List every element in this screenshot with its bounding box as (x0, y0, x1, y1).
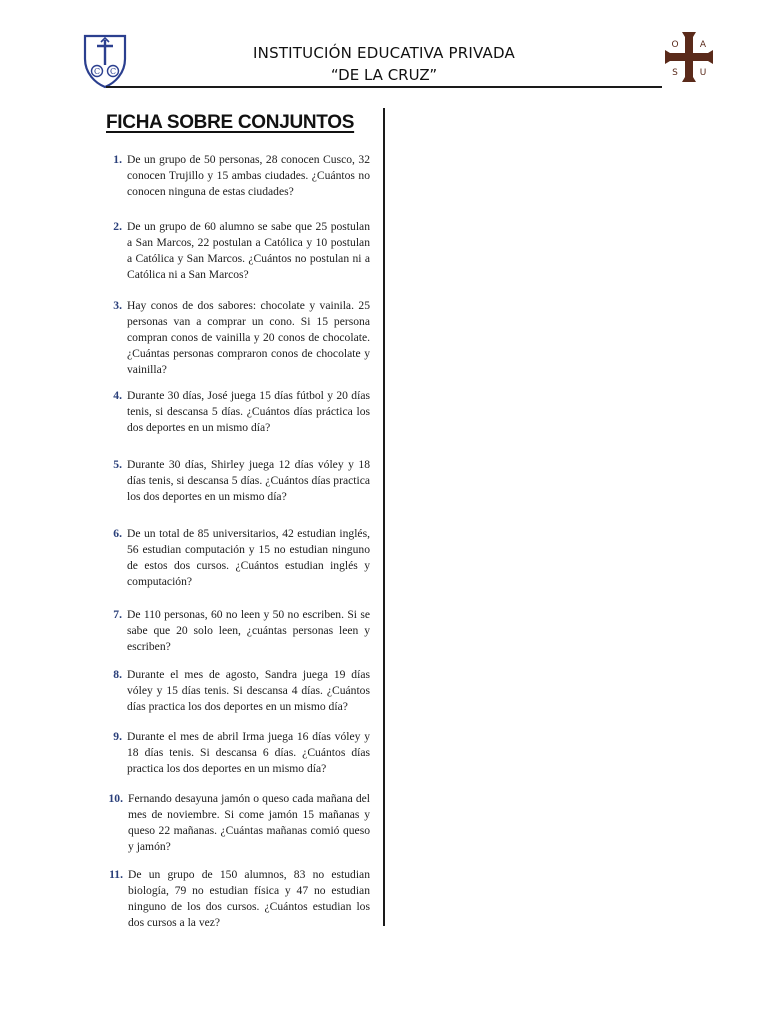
column-divider (383, 108, 385, 926)
problem-text: Fernando desayuna jamón o queso cada mañana del mes de noviembre. Si come jamón 15 mañanas y queso 22 mañanas. ¿Cuántas mañanas comió queso y jamón? (128, 792, 370, 853)
problem-number: 11. (109, 868, 123, 881)
problem-item (108, 667, 370, 715)
problem-text: De un grupo de 50 personas, 28 conocen Cusco, 32 conocen Trujillo y 15 ambas ciudades. ¿Cuántos no conocen ninguna de estas ciudades? (127, 153, 370, 198)
problem-item (108, 791, 370, 855)
problem-text: De un grupo de 150 alumnos, 83 no estudian biología, 79 no estudian física y 47 no estudian ninguno de los dos cursos. ¿Cuántos estudian los dos cursos a la vez? (128, 868, 370, 929)
logo-right-letter: A (699, 40, 707, 50)
problem-number: 3. (113, 299, 122, 312)
problem-number: 10. (108, 792, 123, 805)
logo-left-letter: C (93, 67, 101, 76)
problem-text: Durante el mes de abril Irma juega 16 días vóley y 18 días tenis. Si descansa 6 días. ¿Cuántos días practica los dos deportes en un mismo día? (127, 730, 370, 775)
problem-item (108, 729, 370, 777)
worksheet-title: FICHA SOBRE CONJUNTOS (106, 112, 355, 133)
problem-number: 4. (113, 389, 122, 402)
problem-number: 9. (113, 730, 122, 743)
problem-text: Durante 30 días, José juega 15 días fútbol y 20 días tenis, si descansa 5 días. ¿Cuántos días práctica los dos deportes en un mismo día? (127, 389, 370, 434)
problem-text: Durante 30 días, Shirley juega 12 días vóley y 18 días tenis, si descansa 5 días. ¿Cuántos días practica los dos deportes en un mismo día? (127, 458, 370, 503)
problem-item (108, 867, 370, 931)
problem-number: 5. (113, 458, 122, 471)
problem-item (108, 457, 370, 505)
page-header (0, 0, 768, 100)
institution-subtitle: “DE LA CRUZ” (330, 66, 438, 84)
problem-text: Durante el mes de agosto, Sandra juega 19 días vóley y 15 días tenis. Si descansa 4 días. ¿Cuántos días practica los dos deportes en un mismo día? (127, 668, 370, 713)
logo-right-letter: U (699, 68, 707, 78)
institution-name: INSTITUCIÓN EDUCATIVA PRIVADA (253, 44, 515, 62)
problem-text: Hay conos de dos sabores: chocolate y vainila. 25 personas van a comprar un cono. Si 15 persona compran conos de vainilla y 20 conos de chocolate. ¿Cuántas personas compraron conos de chocolate y vainilla? (127, 299, 370, 376)
problem-number: 1. (113, 153, 122, 166)
logo-left-letter: C (109, 67, 117, 76)
problem-number: 2. (113, 220, 122, 233)
problem-item (108, 388, 370, 436)
problem-item (108, 607, 370, 655)
problem-number: 6. (113, 527, 122, 540)
problem-number: 7. (113, 608, 122, 621)
problem-item (108, 298, 370, 378)
problem-item (108, 526, 370, 590)
problem-text: De un grupo de 60 alumno se sabe que 25 postulan a San Marcos, 22 postulan a Católica y 10 postulan a Católica y San Marcos. ¿Cuántos no postulan ni a Católica ni a San Marcos? (127, 220, 370, 281)
logo-right-letter: S (672, 68, 678, 78)
cross-emblem-logo-icon (664, 31, 714, 83)
school-shield-logo-icon (82, 33, 128, 89)
problem-text: De 110 personas, 60 no leen y 50 no escriben. Si se sabe que 20 solo leen, ¿cuántas personas leen y escriben? (127, 608, 370, 653)
problem-item (108, 152, 370, 200)
problem-item (108, 219, 370, 283)
header-divider (106, 86, 662, 88)
problem-number: 8. (113, 668, 122, 681)
logo-right-letter: O (671, 40, 679, 50)
problem-text: De un total de 85 universitarios, 42 estudian inglés, 56 estudian computación y 15 no estudian ninguno de estos dos cursos. ¿Cuántos estudian inglés y computación? (127, 527, 370, 588)
